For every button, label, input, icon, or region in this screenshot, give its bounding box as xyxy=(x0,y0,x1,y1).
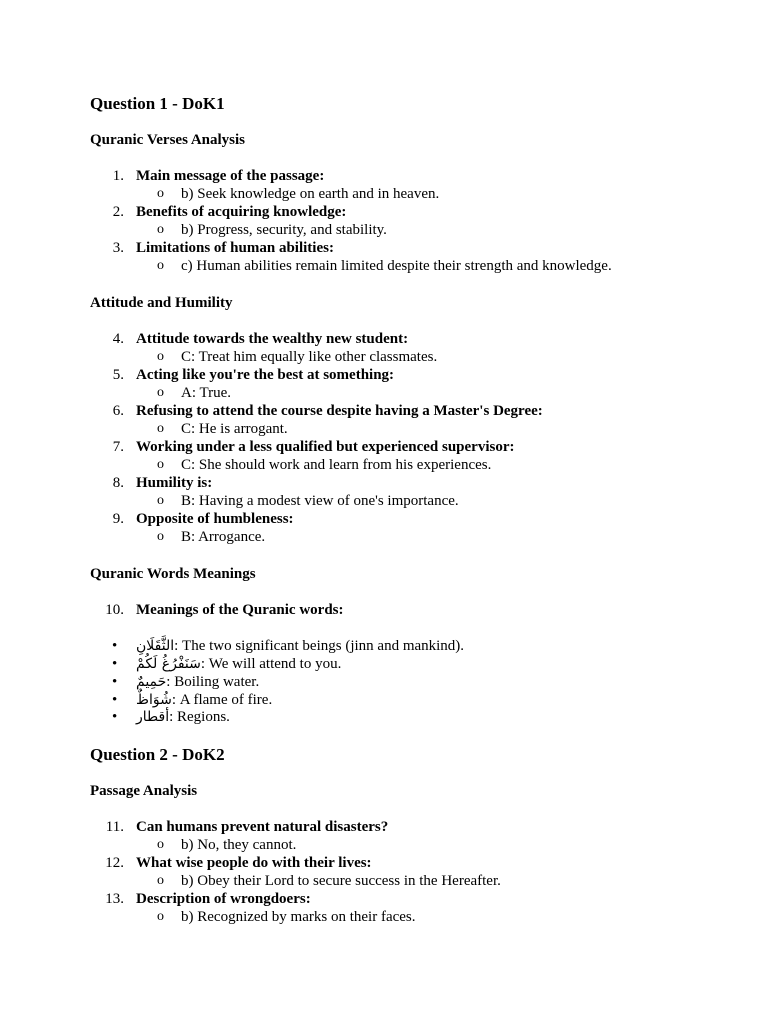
answer-text: b) Progress, security, and stability. xyxy=(181,222,387,238)
section-title: Question 1 - DoK1 xyxy=(90,94,225,113)
item-number: 11. xyxy=(105,819,124,835)
answer-text: b) No, they cannot. xyxy=(181,837,297,853)
item-number: 7. xyxy=(112,439,124,455)
answer-text: A: True. xyxy=(181,385,232,401)
word-meaning: : Regions. xyxy=(169,709,230,725)
subsection-heading: Attitude and Humility xyxy=(90,295,233,311)
answer-text: b) Recognized by marks on their faces. xyxy=(181,909,416,925)
answer-text: b) Seek knowledge on earth and in heaven. xyxy=(181,186,440,202)
item-number: 12. xyxy=(105,855,124,871)
item-number: 1. xyxy=(112,168,124,184)
item-number: 5. xyxy=(112,367,124,383)
word-meaning-line xyxy=(136,708,230,726)
sub-bullet: o xyxy=(157,873,164,888)
item-number: 3. xyxy=(112,240,124,256)
item-number: 10. xyxy=(105,602,124,618)
sub-bullet: o xyxy=(157,186,164,201)
question-text: Attitude towards the wealthy new student: xyxy=(136,331,409,347)
arabic-word: شُوَاظٌ xyxy=(136,692,172,708)
word-meaning: : Boiling water. xyxy=(166,674,260,690)
section-title: Question 2 - DoK2 xyxy=(90,745,225,764)
bullet: • xyxy=(112,638,118,654)
question-text: Benefits of acquiring knowledge: xyxy=(136,204,347,220)
sub-bullet: o xyxy=(157,222,164,237)
arabic-word: أقطار xyxy=(136,709,170,725)
bullet: • xyxy=(112,709,118,725)
item-number: 9. xyxy=(112,511,124,527)
sub-bullet: o xyxy=(157,529,164,544)
sub-bullet: o xyxy=(157,349,164,364)
bullet: • xyxy=(112,692,118,708)
arabic-word: حَمِيمٌ xyxy=(136,674,167,690)
question-text: Limitations of human abilities: xyxy=(136,240,334,256)
word-meaning: : We will attend to you. xyxy=(200,656,342,672)
word-meaning: : A flame of fire. xyxy=(171,692,273,708)
answer-text: B: Arrogance. xyxy=(181,529,266,545)
question-text: Can humans prevent natural disasters? xyxy=(136,819,389,835)
sub-bullet: o xyxy=(157,493,164,508)
question-text: Working under a less qualified but experienced supervisor: xyxy=(136,439,515,455)
sub-bullet: o xyxy=(157,457,164,472)
answer-text: b) Obey their Lord to secure success in the Hereafter. xyxy=(181,873,501,889)
word-meaning-line xyxy=(136,655,341,673)
word-meaning-line xyxy=(136,691,272,709)
question-text: What wise people do with their lives: xyxy=(136,855,372,871)
word-meaning-line xyxy=(136,673,259,691)
sub-bullet: o xyxy=(157,421,164,436)
subsection-heading: Quranic Verses Analysis xyxy=(90,132,246,148)
item-number: 4. xyxy=(112,331,124,347)
arabic-word: الثَّقَلَانِ xyxy=(136,638,175,654)
item-number: 13. xyxy=(105,891,124,907)
sub-bullet: o xyxy=(157,385,164,400)
subsection-heading: Passage Analysis xyxy=(90,783,198,799)
question-text: Acting like you're the best at something: xyxy=(136,367,395,383)
subsection-heading: Quranic Words Meanings xyxy=(90,566,256,582)
answer-text: C: He is arrogant. xyxy=(181,421,288,437)
sub-bullet: o xyxy=(157,909,164,924)
question-text: Meanings of the Quranic words: xyxy=(136,602,344,618)
word-meaning: : The two significant beings (jinn and mankind). xyxy=(174,638,465,654)
bullet: • xyxy=(112,656,118,672)
question-text: Main message of the passage: xyxy=(136,168,325,184)
item-number: 8. xyxy=(112,475,124,491)
item-number: 2. xyxy=(112,204,124,220)
question-text: Refusing to attend the course despite having a Master's Degree: xyxy=(136,403,543,419)
bullet: • xyxy=(112,674,118,690)
answer-text: C: She should work and learn from his experiences. xyxy=(181,457,492,473)
answer-text: C: Treat him equally like other classmates. xyxy=(181,349,438,365)
answer-text: B: Having a modest view of one's importance. xyxy=(181,493,459,509)
word-meaning-line xyxy=(136,637,464,655)
answer-text: c) Human abilities remain limited despite their strength and knowledge. xyxy=(181,258,612,274)
item-number: 6. xyxy=(112,403,124,419)
question-text: Opposite of humbleness: xyxy=(136,511,294,527)
question-text: Description of wrongdoers: xyxy=(136,891,311,907)
question-text: Humility is: xyxy=(136,475,213,491)
sub-bullet: o xyxy=(157,837,164,852)
arabic-word: سَنَفْرُغُ لَكُمْ xyxy=(136,656,201,672)
sub-bullet: o xyxy=(157,258,164,273)
